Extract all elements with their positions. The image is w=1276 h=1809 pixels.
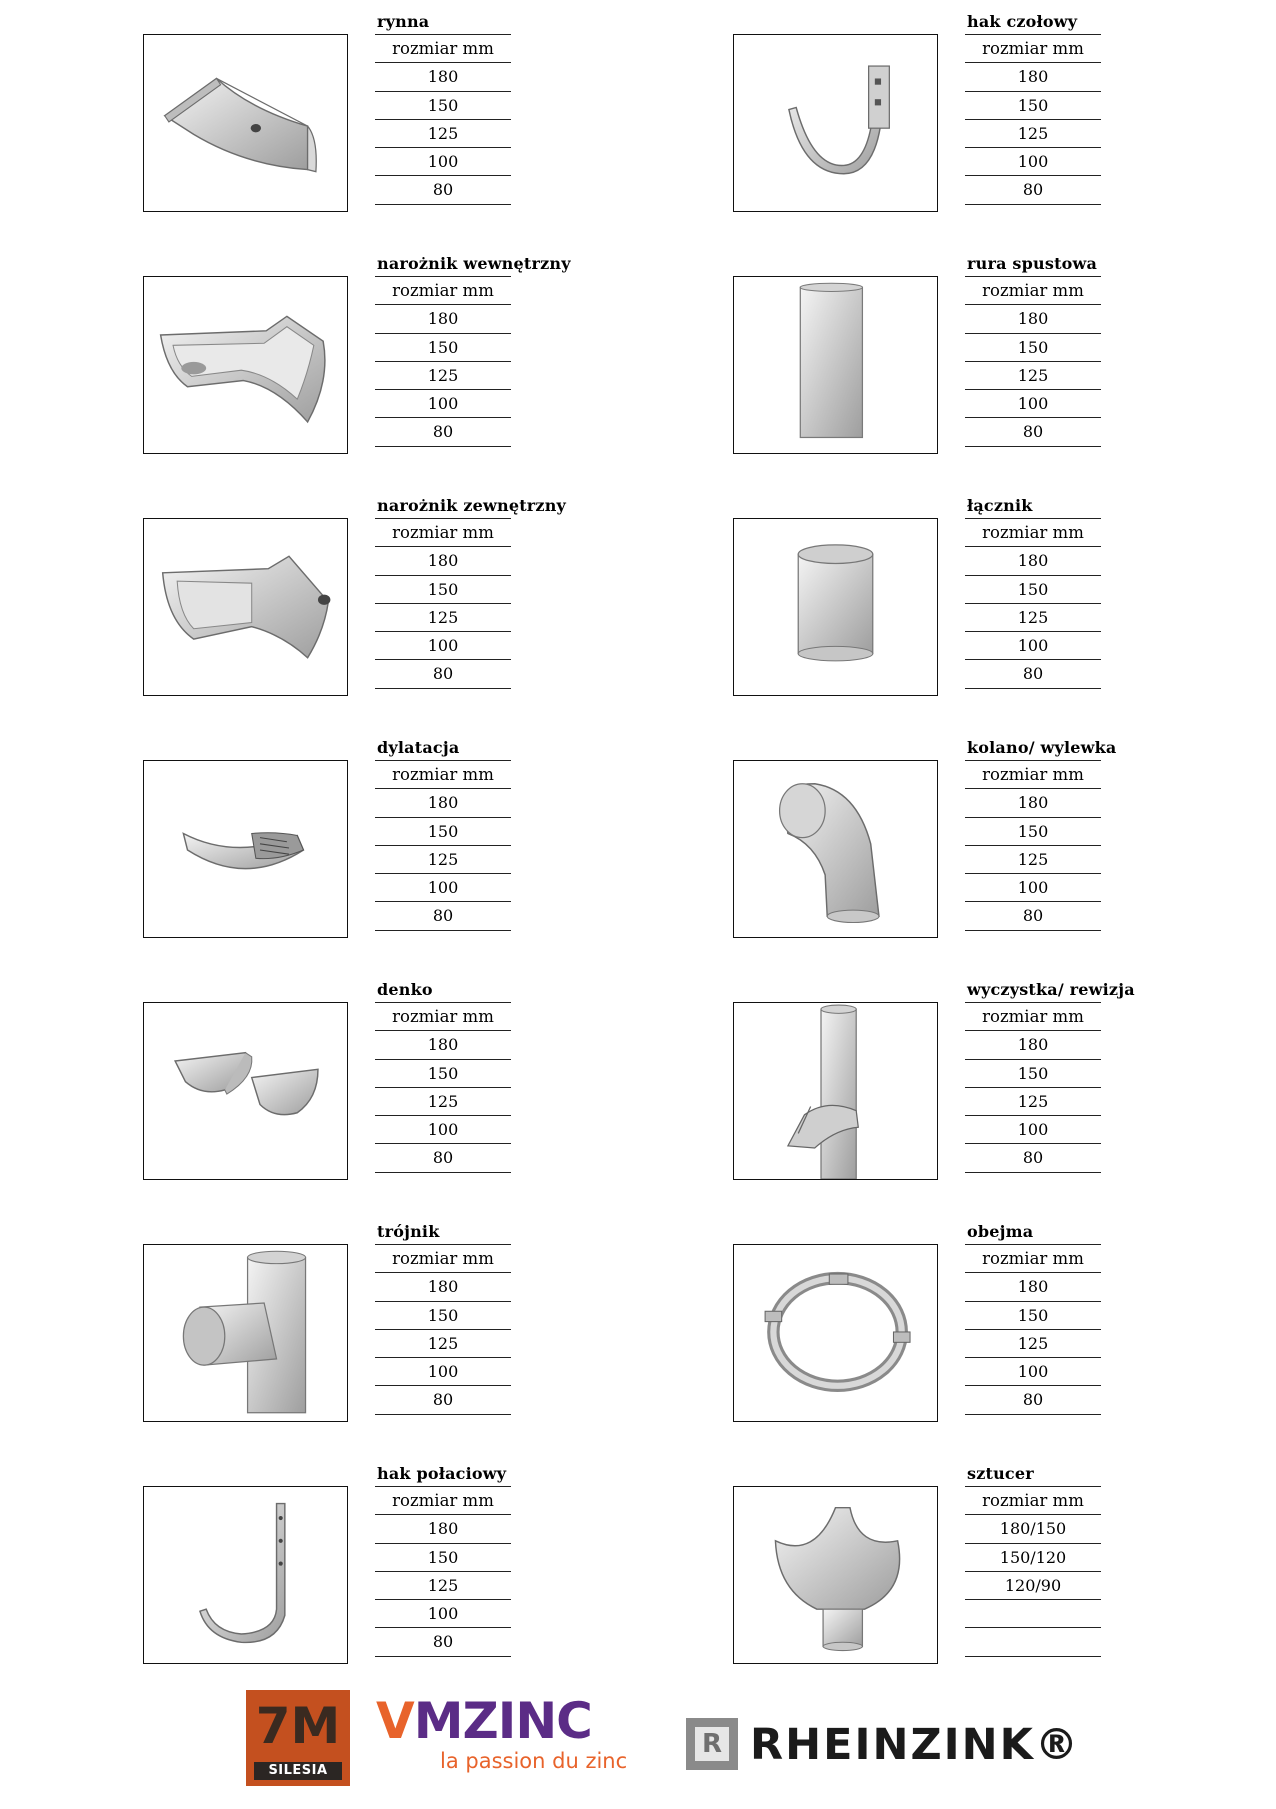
size-cell: 120/90: [965, 1572, 1101, 1600]
product-image: [143, 276, 348, 454]
size-cell: 180: [965, 305, 1101, 333]
size-cell: 125: [375, 604, 511, 632]
product-title: narożnik wewnętrzny: [377, 254, 571, 273]
size-cell: 150: [375, 1060, 511, 1088]
size-cell: 180: [965, 1273, 1101, 1301]
size-cell: 80: [375, 1386, 511, 1414]
vmzinc-logo-v: V: [376, 1692, 414, 1750]
size-table: [965, 276, 1101, 447]
product-image: [143, 518, 348, 696]
connector-icon: [734, 519, 937, 695]
product-title: rynna: [377, 12, 430, 31]
size-cell: 100: [965, 148, 1101, 176]
size-cell: 80: [375, 1144, 511, 1172]
inspection-pipe-icon: [734, 1003, 937, 1179]
size-cell: 125: [375, 1088, 511, 1116]
size-table-header: rozmiar mm: [965, 1245, 1101, 1273]
size-cell: 100: [375, 390, 511, 418]
size-table-header: rozmiar mm: [375, 35, 511, 63]
product-title: hak czołowy: [967, 12, 1078, 31]
size-cell: 180: [375, 63, 511, 91]
product-image: [733, 276, 938, 454]
product-denko: [143, 980, 663, 1190]
size-cell: 125: [375, 120, 511, 148]
size-table-header: rozmiar mm: [375, 519, 511, 547]
size-cell: [965, 1628, 1101, 1656]
size-table-header: rozmiar mm: [965, 1003, 1101, 1031]
product-title: denko: [377, 980, 433, 999]
size-cell: [965, 1600, 1101, 1628]
tee-icon: [144, 1245, 347, 1421]
size-cell: 80: [965, 418, 1101, 446]
product-title: hak połaciowy: [377, 1464, 507, 1483]
product-title: łącznik: [967, 496, 1033, 515]
size-table: [965, 1002, 1101, 1173]
product-title: rura spustowa: [967, 254, 1098, 273]
size-table: [375, 1486, 511, 1657]
size-cell: 150: [375, 92, 511, 120]
size-cell: 180: [965, 547, 1101, 575]
size-cell: 100: [375, 874, 511, 902]
size-table-header: rozmiar mm: [375, 1245, 511, 1273]
product-naroznik-zewnetrzny: [143, 496, 663, 706]
inner-corner-icon: [144, 277, 347, 453]
size-table-header: rozmiar mm: [965, 519, 1101, 547]
size-cell: 180/150: [965, 1515, 1101, 1543]
size-cell: 150: [965, 334, 1101, 362]
vmzinc-logo-rest: MZINC: [413, 1692, 592, 1750]
size-table-header: rozmiar mm: [965, 1487, 1101, 1515]
product-title: obejma: [967, 1222, 1034, 1241]
size-cell: 100: [375, 632, 511, 660]
size-cell: 100: [965, 632, 1101, 660]
product-image: [143, 1486, 348, 1664]
product-image: [733, 1486, 938, 1664]
product-title: dylatacja: [377, 738, 460, 757]
size-cell: 150: [375, 334, 511, 362]
7m-logo-mark: 7M: [255, 1697, 341, 1755]
size-cell: 150: [965, 92, 1101, 120]
size-cell: 100: [965, 1358, 1101, 1386]
size-cell: 125: [965, 120, 1101, 148]
size-cell: 100: [375, 1358, 511, 1386]
size-cell: 125: [375, 1330, 511, 1358]
size-cell: 180: [375, 1031, 511, 1059]
size-cell: 80: [965, 176, 1101, 204]
expansion-joint-icon: [144, 761, 347, 937]
size-table-header: rozmiar mm: [965, 277, 1101, 305]
product-image: [733, 1244, 938, 1422]
size-cell: 100: [965, 874, 1101, 902]
outlet-icon: [734, 1487, 937, 1663]
size-cell: 180: [375, 305, 511, 333]
size-cell: 100: [375, 148, 511, 176]
size-table: [375, 1244, 511, 1415]
downpipe-icon: [734, 277, 937, 453]
vmzinc-logo: [376, 1694, 656, 1784]
product-lacznik: [733, 496, 1253, 706]
product-title: trójnik: [377, 1222, 440, 1241]
size-cell: 80: [965, 1144, 1101, 1172]
size-table: [375, 760, 511, 931]
size-table-header: rozmiar mm: [965, 35, 1101, 63]
product-image: [733, 34, 938, 212]
size-table: [965, 760, 1101, 931]
size-cell: 125: [965, 846, 1101, 874]
size-cell: 180: [965, 789, 1101, 817]
size-cell: 125: [965, 1330, 1101, 1358]
product-title: sztucer: [967, 1464, 1034, 1483]
size-cell: 150: [375, 576, 511, 604]
size-table-header: rozmiar mm: [375, 277, 511, 305]
product-image: [733, 1002, 938, 1180]
size-cell: 125: [965, 604, 1101, 632]
product-wyczystka-rewizja: [733, 980, 1253, 1190]
product-hak-czolowy: [733, 12, 1253, 222]
size-table: [375, 34, 511, 205]
size-cell: 80: [965, 902, 1101, 930]
product-title: kolano/ wylewka: [967, 738, 1117, 757]
product-image: [143, 34, 348, 212]
product-image: [143, 1002, 348, 1180]
size-cell: 125: [375, 846, 511, 874]
size-table-header: rozmiar mm: [965, 761, 1101, 789]
product-hak-polaciowy: [143, 1464, 663, 1674]
size-cell: 80: [375, 660, 511, 688]
size-table-header: rozmiar mm: [375, 761, 511, 789]
product-title: wyczystka/ rewizja: [967, 980, 1135, 999]
product-kolano-wylewka: [733, 738, 1253, 948]
size-cell: 125: [375, 362, 511, 390]
product-sztucer: [733, 1464, 1253, 1674]
front-hook-icon: [734, 35, 937, 211]
size-cell: 100: [965, 1116, 1101, 1144]
size-cell: 150: [965, 818, 1101, 846]
product-naroznik-wewnetrzny: [143, 254, 663, 464]
size-table: [965, 1244, 1101, 1415]
size-cell: 100: [375, 1600, 511, 1628]
size-cell: 80: [965, 660, 1101, 688]
vmzinc-logo-text: [376, 1694, 592, 1748]
size-table: [375, 276, 511, 447]
size-cell: 125: [965, 362, 1101, 390]
rheinzink-logo: [686, 1718, 1080, 1774]
pipe-clamp-icon: [734, 1245, 937, 1421]
gutter-icon: [144, 35, 347, 211]
end-cap-icon: [144, 1003, 347, 1179]
size-table: [375, 1002, 511, 1173]
size-table: [965, 518, 1101, 689]
size-cell: 150: [965, 1302, 1101, 1330]
size-cell: 180: [375, 789, 511, 817]
product-dylatacja: [143, 738, 663, 948]
size-cell: 180: [965, 63, 1101, 91]
size-table-header: rozmiar mm: [375, 1487, 511, 1515]
product-image: [733, 760, 938, 938]
size-cell: 80: [375, 176, 511, 204]
size-cell: 180: [965, 1031, 1101, 1059]
silesia-logo-text: SILESIA: [254, 1762, 342, 1780]
size-cell: 125: [375, 1572, 511, 1600]
size-cell: 80: [965, 1386, 1101, 1414]
size-cell: 180: [375, 547, 511, 575]
size-table: [965, 34, 1101, 205]
size-cell: 80: [375, 1628, 511, 1656]
size-cell: 150/120: [965, 1544, 1101, 1572]
size-table-header: rozmiar mm: [375, 1003, 511, 1031]
size-cell: 125: [965, 1088, 1101, 1116]
size-cell: 100: [965, 390, 1101, 418]
size-cell: 150: [965, 576, 1101, 604]
product-image: [733, 518, 938, 696]
size-cell: 150: [375, 1302, 511, 1330]
vmzinc-tagline: la passion du zinc: [440, 1749, 628, 1773]
size-table: [375, 518, 511, 689]
product-trojnik: [143, 1222, 663, 1432]
size-cell: 100: [375, 1116, 511, 1144]
size-cell: 150: [965, 1060, 1101, 1088]
size-cell: 150: [375, 818, 511, 846]
rheinzink-logo-text: RHEINZINK®: [750, 1720, 1080, 1770]
product-obejma: [733, 1222, 1253, 1432]
size-cell: 80: [375, 418, 511, 446]
rheinzink-logo-letter: R: [695, 1727, 729, 1761]
outer-corner-icon: [144, 519, 347, 695]
size-cell: 180: [375, 1515, 511, 1543]
elbow-icon: [734, 761, 937, 937]
product-title: narożnik zewnętrzny: [377, 496, 567, 515]
product-rynna: [143, 12, 663, 222]
size-table: [965, 1486, 1101, 1657]
product-image: [143, 760, 348, 938]
7m-silesia-logo: [246, 1690, 350, 1786]
size-cell: 150: [375, 1544, 511, 1572]
size-cell: 80: [375, 902, 511, 930]
product-rura-spustowa: [733, 254, 1253, 464]
rheinzink-logo-mark: [686, 1718, 738, 1770]
product-image: [143, 1244, 348, 1422]
brand-logos: [0, 1690, 1276, 1809]
roof-hook-icon: [144, 1487, 347, 1663]
size-cell: 180: [375, 1273, 511, 1301]
